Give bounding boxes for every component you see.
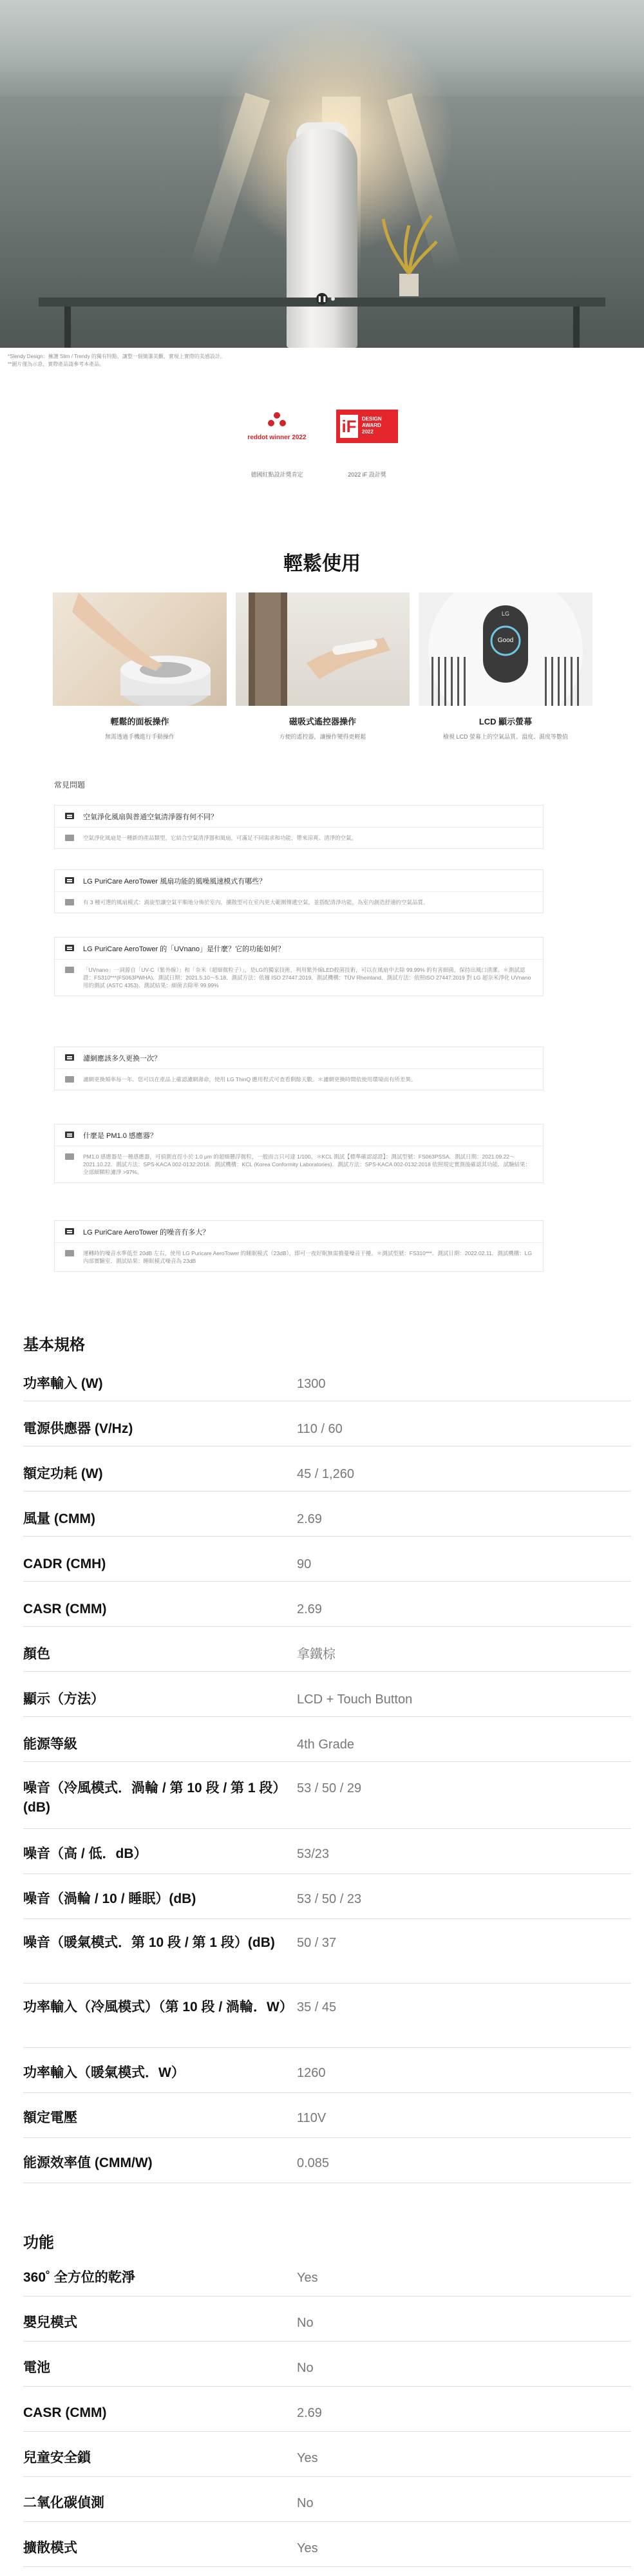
faq-item[interactable] <box>54 869 544 913</box>
spec-value: 2.69 <box>297 1602 322 1616</box>
feature-desc: 無需透過手機進行手動操作 <box>104 734 175 740</box>
faq-item[interactable] <box>54 805 544 849</box>
spec-row <box>23 2259 631 2297</box>
if-award-line: 2022 <box>362 429 374 435</box>
spec-row <box>23 1880 631 1919</box>
spec-row <box>23 1455 631 1492</box>
spec-key: 功率輸入（冷風模式）（第 10 段 / 渦輪．W） <box>23 2000 293 2014</box>
spec-row <box>23 1835 631 1874</box>
spec-value: 53 / 50 / 23 <box>297 1892 362 1906</box>
answer-icon <box>65 1153 74 1160</box>
spec-key: 擴散模式 <box>23 2541 77 2555</box>
spec-key: 噪音（渦輪 / 10 / 睡眠）(dB) <box>23 1891 196 1906</box>
faq-item[interactable] <box>54 937 544 996</box>
feature-card <box>53 592 227 741</box>
spec-value: 拿鐵棕 <box>297 1647 336 1662</box>
feature-desc: 檢視 LCD 螢幕上的空氣品質、溫度、濕度等數值 <box>442 734 568 740</box>
spec-row <box>23 2394 631 2432</box>
spec-key: 風量 (CMM) <box>23 1511 95 1526</box>
faq-item[interactable] <box>54 1220 544 1272</box>
answer-icon <box>65 835 74 841</box>
spec-key: 噪音（暖氣模式．第 10 段 / 第 1 段）(dB) <box>23 1935 275 1950</box>
faq-question[interactable]: 什麼是 PM1.0 感應器？ <box>83 1132 157 1140</box>
if-award-line: DESIGN <box>362 416 382 422</box>
feature-title: LCD 顯示螢幕 <box>478 717 533 726</box>
spec-value: 53 / 50 / 29 <box>297 1781 362 1795</box>
spec-key: 顏色 <box>23 1647 50 1662</box>
spec-value: Yes <box>297 2541 318 2555</box>
spec-key: 能源效率值 (CMM/W) <box>23 2155 153 2170</box>
faq-question[interactable]: LG PuriCare AeroTower 的噪音有多大？ <box>83 1228 210 1236</box>
reddot-label: reddot winner 2022 <box>247 434 307 441</box>
faq-answer: 濾網更換頻率每一年．您可以在產品上確認濾網壽命，使用 LG ThinQ 應用程式可查看剩餘天數。＊濾網更換時間依使用環境而有所差異。 <box>83 1076 417 1083</box>
spec-value: 0.085 <box>297 2156 330 2170</box>
spec-row <box>23 2054 631 2093</box>
hero-footnote: *Slendy Design：擁護 Slim / Trendy 的獨有特點，讓整一個簡潔美觀，實現上實際的美感設計。 <box>8 354 225 359</box>
spec-row <box>23 1546 631 1582</box>
spec-key: CASR (CMM) <box>23 1602 107 1616</box>
spec-value: No <box>297 2496 314 2510</box>
spec-key: 功率輸入 (W) <box>23 1376 103 1391</box>
feature-image-remote <box>236 592 410 706</box>
spec-row <box>23 1926 631 1984</box>
faq-answer: PM1.0 感應器是一種感應器，可偵測直徑小於 1.0 μm 的超細懸浮微粒，一般而言只可達 1/100。＊KCL 測試【標準確認認證】：測試型號：FS063PSSA．測試日期：2021.09.22～2021.10.22．測試方法：SPS-KACA 002-0132:2018．測試機構：KCL (Korea Conformity Laboratories)．測試方法：SPS-KACA 002-0132:2018 依照規定實測後確認其功能．試驗結果：全部細顆粒濾淨 >97%。 <box>83 1153 531 1175</box>
hero-plant <box>380 213 438 296</box>
spec-row <box>23 2304 631 2342</box>
if-award-badge <box>336 410 398 443</box>
spec-value: LCD + Touch Button <box>297 1692 413 1707</box>
answer-icon <box>65 1250 74 1256</box>
feature-title: 輕鬆的面板操作 <box>110 717 169 726</box>
faq-question[interactable]: LG PuriCare AeroTower 的「UVnano」是什麼？它的功能如何？ <box>83 945 285 953</box>
pause-icon[interactable]: ❚❚ <box>316 293 328 305</box>
hero-product-tower <box>287 129 357 348</box>
spec-row <box>23 1681 631 1717</box>
reddot-award <box>240 406 314 441</box>
carousel-dot[interactable] <box>331 297 335 301</box>
spec-value: 50 / 37 <box>297 1936 337 1950</box>
award-caption: 2022 iF 設計獎 <box>348 471 386 478</box>
spec-row <box>23 2439 631 2477</box>
spec-row <box>23 1771 631 1829</box>
reddot-logo-icon <box>265 412 289 431</box>
feature-image-lcd <box>419 592 592 706</box>
faq-question[interactable]: 濾網應該多久更換一次？ <box>83 1054 161 1063</box>
specs-func-title: 功能 <box>23 2234 54 2251</box>
spec-value: 2.69 <box>297 2406 322 2420</box>
spec-value: 1300 <box>297 1377 326 1391</box>
lcd-status: Good <box>497 637 514 644</box>
spec-value: 110V <box>297 2111 327 2125</box>
spec-value: 35 / 45 <box>297 2000 337 2014</box>
spec-key: 噪音（冷風模式．渦輪 / 第 10 段 / 第 1 段）(dB) <box>23 1781 287 1815</box>
award-caption: 德國紅點設計獎肯定 <box>251 471 303 478</box>
if-logo-icon: iF <box>340 415 358 438</box>
spec-key: 額定電壓 <box>23 2110 77 2125</box>
spec-key: 電池 <box>23 2360 50 2375</box>
spec-value: 110 / 60 <box>297 1422 343 1436</box>
feature-card <box>236 592 410 741</box>
spec-key: 電源供應器 (V/Hz) <box>23 1421 133 1436</box>
faq-answer: 運轉時的噪音水準低至 20dB 左右，使用 LG Puricare AeroTower 的睡眠模式（23dB），即可一夜好眠無需擔憂噪音干擾。＊測試型號：FS310***．測試日期：2022.02.11．測試機構：LG 內部實驗室．測試結果：睡眠模式噪音為 23dB <box>83 1250 532 1264</box>
feature-title: 磁吸式遙控器操作 <box>289 717 356 726</box>
question-icon <box>65 813 74 820</box>
spec-value: Yes <box>297 2271 318 2285</box>
spec-value: 45 / 1,260 <box>297 1467 354 1481</box>
spec-row <box>23 2349 631 2387</box>
spec-row <box>23 2530 631 2567</box>
spec-row <box>23 1410 631 1446</box>
spec-key: 能源等級 <box>23 1737 77 1752</box>
spec-row <box>23 1501 631 1537</box>
spec-row <box>23 2099 631 2138</box>
answer-icon <box>65 1076 74 1083</box>
spec-key: CADR (CMH) <box>23 1557 106 1571</box>
hero-banner <box>0 0 644 348</box>
faq-answer: 有 3 種可選的風扇模式：渦旋型讓空氣平順地分佈於室內，擴散型可在室內更大範圍傳遞空氣，並搭配清淨功能，為室內創造舒適的空氣品質。 <box>83 899 429 905</box>
spec-row <box>23 1636 631 1672</box>
spec-value: Yes <box>297 2451 318 2465</box>
question-icon <box>65 945 74 952</box>
spec-key: 功率輸入（暖氣模式．W） <box>23 2065 185 2080</box>
spec-row <box>23 2145 631 2183</box>
lcd-brand: LG <box>501 611 509 617</box>
specs-basic-title: 基本規格 <box>23 1336 85 1354</box>
section-title: 輕鬆使用 <box>283 553 361 574</box>
hero-footnote: **圖片僅為示意，實際產品請參考本產品。 <box>8 361 105 367</box>
faq-answer: 空氣淨化風扇是一種新的產品類型，它結合空氣清淨器和風扇，可滿足不同需求和功能，帶來涼爽、清淨的空氣。 <box>83 835 357 841</box>
feature-image-panel <box>53 592 227 706</box>
hero-table-leg <box>64 307 71 348</box>
spec-row <box>23 1990 631 2048</box>
spec-value: 1260 <box>297 2066 326 2080</box>
spec-key: CASR (CMM) <box>23 2405 107 2420</box>
answer-icon <box>65 967 74 973</box>
spec-key: 額定功耗 (W) <box>23 1466 103 1481</box>
spec-value: No <box>297 2316 314 2330</box>
spec-row <box>23 2485 631 2522</box>
spec-key: 嬰兒模式 <box>23 2315 77 2330</box>
faq-item[interactable] <box>54 1124 544 1183</box>
spec-value: 2.69 <box>297 1512 322 1526</box>
awards-section <box>0 406 644 477</box>
spec-key: 顯示（方法） <box>23 1692 104 1707</box>
question-icon <box>65 877 74 885</box>
spec-key: 兒童安全鎖 <box>23 2450 91 2465</box>
spec-value: 53/23 <box>297 1847 330 1861</box>
spec-value: No <box>297 2361 314 2375</box>
spec-row <box>23 1726 631 1762</box>
feature-desc: 方便的遙控器，讓操作變得更輕鬆 <box>279 734 366 740</box>
spec-row <box>23 1591 631 1627</box>
faq-question[interactable]: LG PuriCare AeroTower 風扇功能的風噪風速模式有哪些？ <box>83 877 267 886</box>
question-icon <box>65 1054 74 1062</box>
hero-table-leg <box>573 307 580 348</box>
question-icon <box>65 1132 74 1139</box>
faq-item[interactable] <box>54 1046 544 1090</box>
spec-key: 360˚ 全方位的乾淨 <box>23 2270 135 2285</box>
feature-card <box>419 592 592 741</box>
if-award-line: AWARD <box>362 422 381 428</box>
spec-key: 噪音（高 / 低．dB） <box>23 1846 147 1861</box>
spec-value: 90 <box>297 1557 312 1571</box>
spec-key: 二氧化碳偵測 <box>23 2496 104 2510</box>
faq-question[interactable]: 空氣淨化風扇與普通空氣清淨器有何不同？ <box>83 813 218 821</box>
answer-icon <box>65 899 74 905</box>
question-icon <box>65 1228 74 1236</box>
faq-heading: 常見問題 <box>54 781 86 790</box>
spec-row <box>23 1365 631 1401</box>
spec-value: 4th Grade <box>297 1738 354 1752</box>
faq-answer: 「UVnano」一詞源自「UV-C（紫外線）」和「奈米（超細微粒子）」，是LG的獨家技術，利用紫外線LED殺菌技術，可以在風扇中去除 99.99% 的有害細菌，保持出風口清潔。＊測試認證：FS310***(FS063PWHA)．測試日期：2021.5.10～5.18．測試方法：依據 ISO 27447:2019．測試機構：TÜV Rheinland．測試方法：依照ISO 27447:2019 對 LG 超奈米淨化 UVnano 用的測試 (ASTC 4353)．測試結果：細菌去除率 99.99% <box>83 967 531 989</box>
